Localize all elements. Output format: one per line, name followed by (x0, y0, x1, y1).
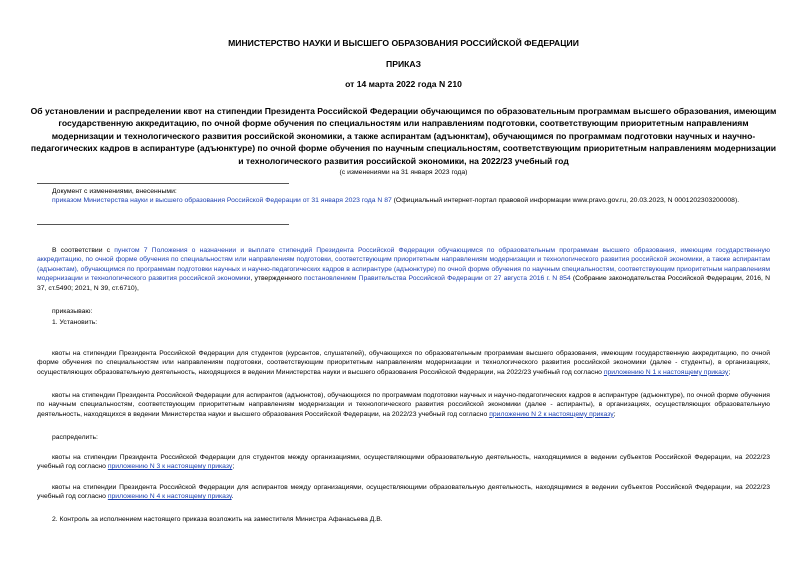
preamble-text-start: В соответствии с (52, 247, 115, 254)
distribute-heading: распределить: (52, 434, 98, 441)
preamble-paragraph (37, 246, 770, 293)
quota-aspirants-text: квоты на стипендии Президента Российской Федерации для аспирантов (адъюнктов), обучающихся по программам подготовки научных и научно-педагогических кадров в аспирантуре (адъюнктуре), по очной форме обучения по научным специальностям, соответствующим приоритетным направлениям модернизации и технологического развития российской экономики (далее - аспиранты), в организациях, осуществляющих образовательную деятельность, находящихся в ведении Министерства науки и высшего образования Российской Федерации, на 2022/23 учебный год согласно (37, 392, 770, 418)
dist-students-paragraph (37, 453, 770, 472)
quota-students-paragraph (37, 349, 770, 377)
edition-note: (с изменениями на 31 января 2023 года) (339, 169, 468, 176)
dist-aspirants-text: квоты на стипендии Президента Российской Федерации для аспирантов между организациями, осуществляющими образовательную деятельность, находящимися в ведении субъектов Российской Федерации, на 2022/23 учебный год согласно (37, 484, 770, 501)
document-title: Об установлении и распределении квот на стипендии Президента Российской Федерации обучающимся по образовательным программам высшего образования, имеющим государственную аккредитацию, по очной форме обучения по специальностям или направлениям подготовки, соответствующим приоритетным направлениям модернизации и технологического развития российской экономики, а также аспирантам (адъюнктам), обучающимся по программам подготовки научных и научно-педагогических кадров в аспирантуре (адъюнктуре) по очной форме обучения по научным специальностям, соответствующим приоритетным направлениям модернизации и технологического развития российской экономики, на 2022/23 учебный год (30, 106, 777, 166)
preamble-text-mid: , утвержденного (250, 275, 304, 283)
appendix-3-link[interactable]: приложению N 3 к настоящему приказу (107, 463, 233, 471)
changes-label: Документ с изменениями, внесенными: (52, 188, 177, 195)
document-date-number: от 14 марта 2022 года N 210 (345, 79, 462, 89)
amending-order-link[interactable]: приказом Министерства науки и высшего образования Российской Федерации от 31 января 2023 года N 87 (52, 197, 392, 205)
dist-students-end: ; (232, 463, 235, 471)
item-2-paragraph: 2. Контроль за исполнением настоящего приказа возложить на заместителя Министра Афанасьева Д.В. (52, 516, 383, 523)
top-divider (37, 183, 289, 184)
item-1-heading: 1. Установить: (52, 319, 98, 326)
appendix-1-link[interactable]: приложению N 1 к настоящему приказу (603, 368, 729, 376)
quota-students-end: ; (728, 368, 731, 376)
quota-students-text: квоты на стипендии Президента Российской Федерации для студентов (курсантов, слушателей), обучающихся по образовательным программам высшего образования, имеющим государственную аккредитацию, по очной форме обучения по специальностям или направлениям подготовки, соответствующим приоритетным направлениям модернизации и технологического развития российской экономики (далее - студенты), в организациях, осуществляющих образовательную деятельность, находящихся в ведении Министерства науки и высшего образования Российской Федерации, на 2022/23 учебный год согласно (37, 350, 770, 376)
order-word: приказываю: (52, 308, 93, 315)
dist-students-text: квоты на стипендии Президента Российской Федерации для студентов между организациями, осуществляющими образовательную деятельность, находящимися в ведении субъектов Российской Федерации, на 2022/23 учебный год согласно (37, 454, 770, 471)
ministry-heading: МИНИСТЕРСТВО НАУКИ И ВЫСШЕГО ОБРАЗОВАНИЯ РОССИЙСКОЙ ФЕДЕРАЦИИ (228, 38, 579, 48)
dist-aspirants-end: . (231, 493, 234, 501)
bottom-divider (37, 224, 289, 225)
dist-aspirants-paragraph (37, 483, 770, 502)
appendix-2-link[interactable]: приложению N 2 к настоящему приказу (489, 410, 614, 418)
appendix-4-link[interactable]: приложению N 4 к настоящему приказу (107, 493, 232, 501)
quota-aspirants-end: ; (613, 410, 616, 418)
regulation-link[interactable]: пунктом 7 Положения о назначении и выплате стипендий Президента Российской Федерации обучающимся по образовательным программам высшего образования, имеющим государственную аккредитацию, по очной форме обучения по специальностям или направлениям подготовки, соответствующим приоритетным направлениям модернизации и технологического развития российской экономики, а также аспирантам (адъюнктам), обучающимся по программам подготовки научных и научно-педагогических кадров в аспирантуре (адъюнктуре) по очной форме обучения по научным специальностям, соответствующим приоритетным направлениям модернизации и технологического развития российской экономики (37, 247, 770, 283)
document-type: ПРИКАЗ (386, 59, 421, 69)
government-decree-link[interactable]: постановлением Правительства Российской Федерации от 27 августа 2016 г. N 854 (303, 275, 571, 283)
changes-block (52, 187, 770, 206)
changes-source: (Официальный интернет-портал правовой информации www.pravo.gov.ru, 20.03.2023, N 0001202303200008). (391, 197, 740, 205)
quota-aspirants-paragraph (37, 391, 770, 419)
preamble-text-end: (Собрание законодательства Российской Федерации, 2016, N 37, ст.5490; 2021, N 39, ст.6710), (37, 275, 771, 292)
